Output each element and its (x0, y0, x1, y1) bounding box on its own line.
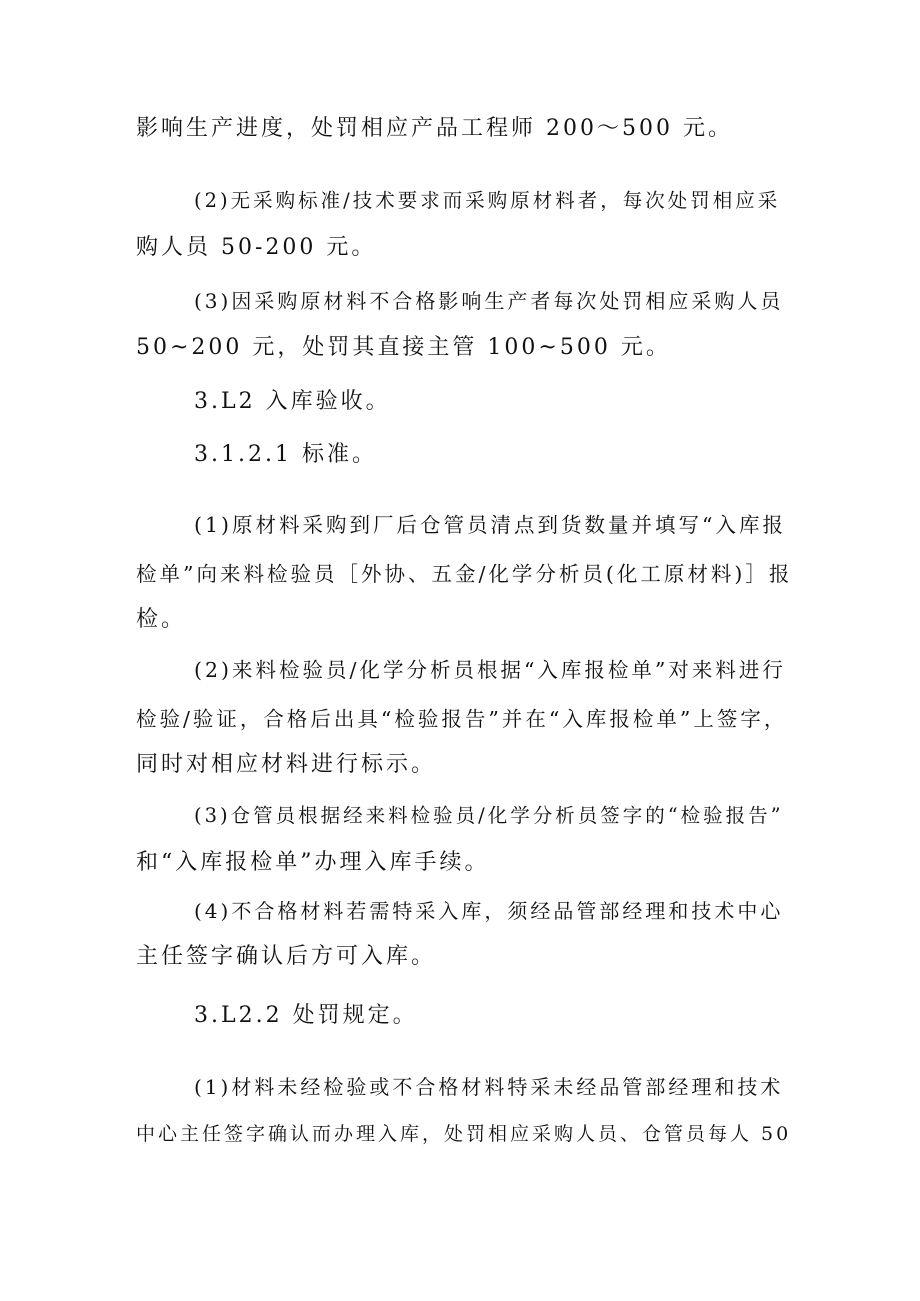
text-line: (4)不合格材料若需特采入库，须经品管部经理和技术中心 (194, 899, 784, 923)
text-line: 中心主任签字确认而办理入库，处罚相应采购人员、仓管员每人 50 (136, 1123, 792, 1145)
text-line: (1)原材料采购到厂后仓管员清点到货数量并填写“入库报 (194, 513, 787, 537)
section-heading: 3.L2 入库验收。 (194, 389, 391, 414)
text-line: 主任签字确认后方可入库。 (136, 944, 437, 969)
text-line: 50~200 元，处罚其直接主管 100~500 元。 (136, 335, 671, 360)
text-line: (2)来料检验员/化学分析员根据“入库报检单”对来料进行 (194, 658, 786, 682)
text-line: 影响生产进度，处罚相应产品工程师 200～500 元。 (136, 116, 733, 141)
text-line: 检验/验证，合格后出具“检验报告”并在“入库报检单”上签字， (136, 707, 788, 731)
text-line: 同时对相应材料进行标示。 (136, 752, 437, 777)
subsection-heading: 3.L2.2 处罚规定。 (194, 1003, 418, 1028)
text-line: 检。 (136, 607, 187, 632)
text-line: (2)无采购标准/技术要求而采购原材料者，每次处罚相应采 (194, 189, 781, 212)
subsection-heading: 3.1.2.1 标准。 (194, 442, 377, 467)
text-line: (3)因采购原材料不合格影响生产者每次处罚相应采购人员 (194, 289, 784, 313)
text-line: 和“入库报检单”办理入库手续。 (136, 850, 490, 875)
text-line: 购人员 50-200 元。 (136, 235, 377, 260)
text-line: (3)仓管员根据经来料检验员/化学分析员签字的“检验报告” (194, 804, 784, 827)
text-line: (1)材料未经检验或不合格材料特采未经品管部经理和技术 (194, 1075, 784, 1099)
text-line: 检单”向来料检验员［外协、五金/化学分析员(化工原材料)］报 (136, 562, 793, 586)
